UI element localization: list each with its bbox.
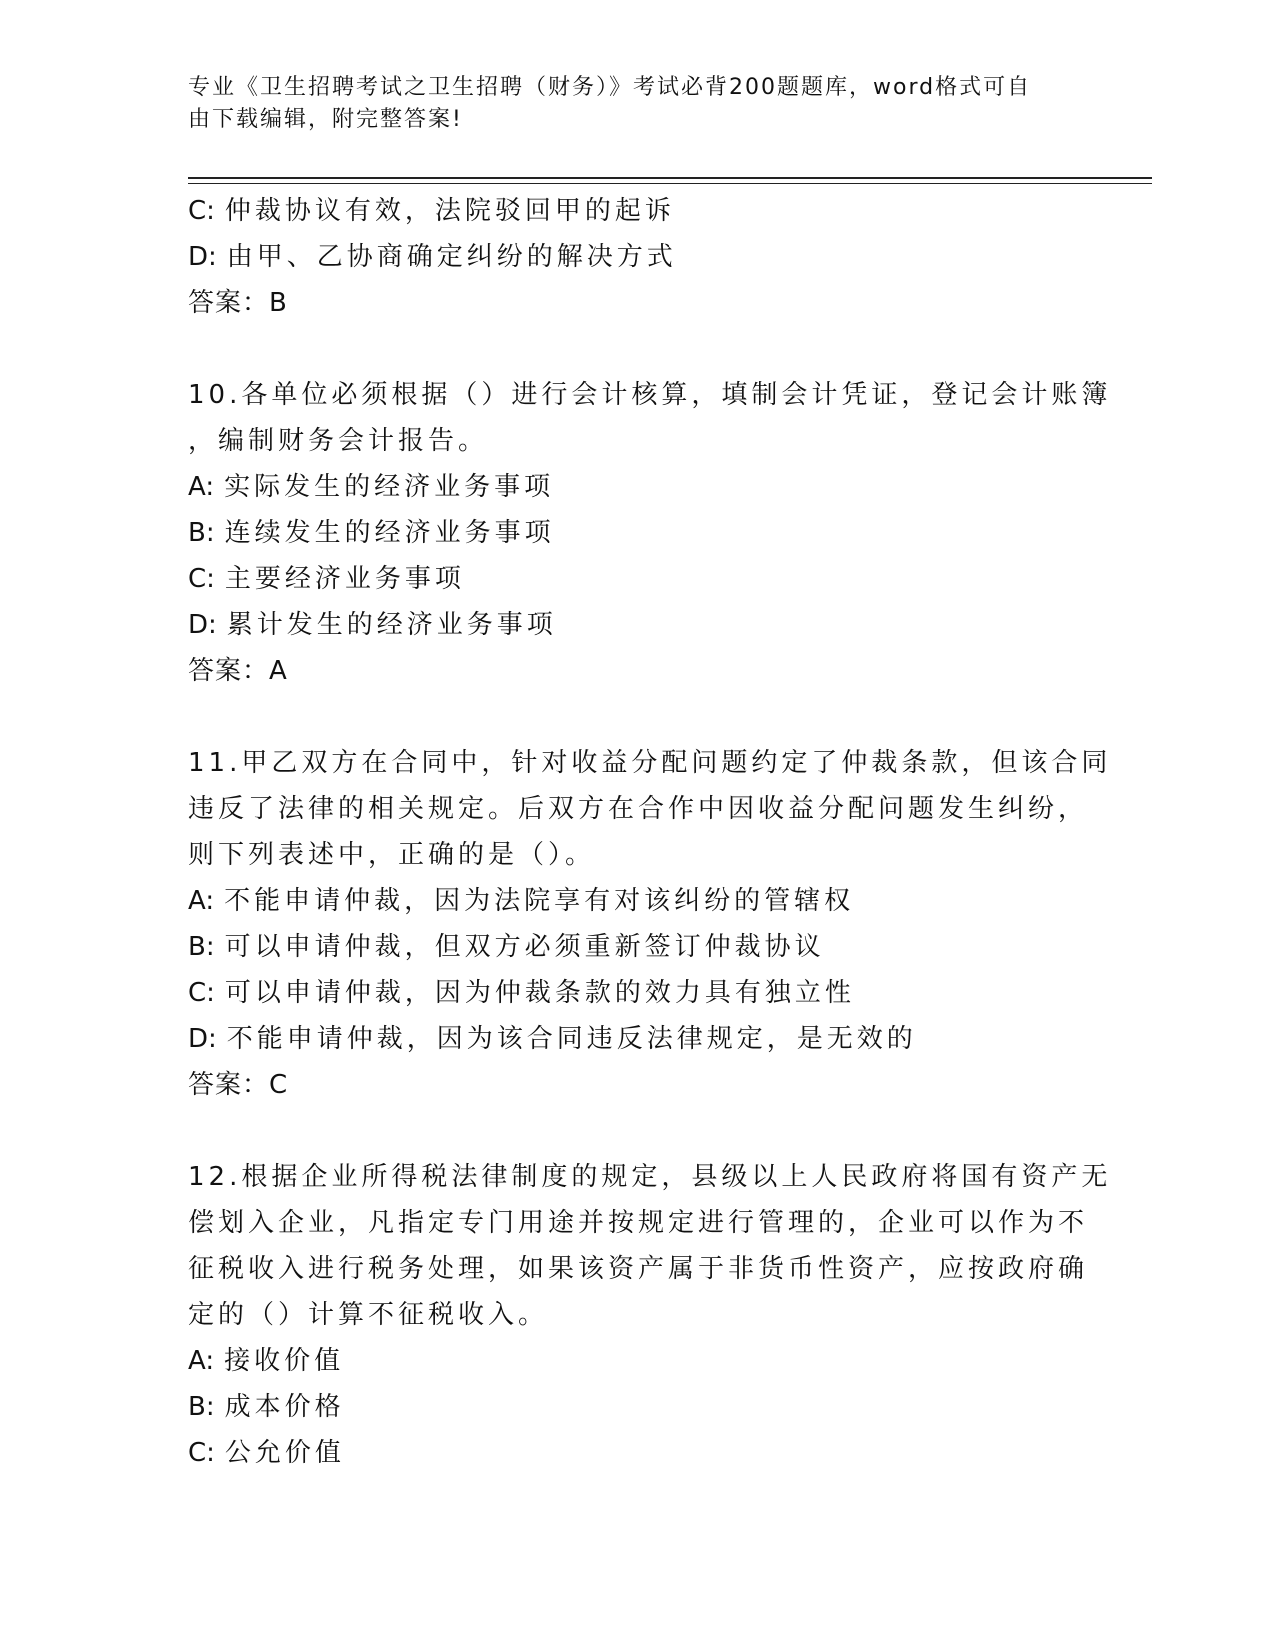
option-a	[188, 878, 1088, 924]
question-9-tail	[188, 188, 1088, 326]
option-letter: C:	[188, 1438, 215, 1468]
option-letter: C:	[188, 978, 215, 1008]
spacer	[188, 694, 1088, 740]
document-body	[188, 188, 1112, 1476]
option-d	[188, 1016, 1088, 1062]
header-line-2: 由下载编辑，附完整答案!	[188, 107, 463, 132]
question-12	[188, 1154, 1112, 1476]
question-stem-line: 偿划入企业，凡指定专门用途并按规定进行管理的，企业可以作为不	[188, 1208, 1089, 1238]
option-c	[188, 188, 1088, 234]
option-a	[188, 1338, 1088, 1384]
option-c	[188, 970, 1088, 1016]
option-letter: D:	[188, 242, 217, 272]
option-b	[188, 510, 1088, 556]
option-text: 累计发生的经济业务事项	[226, 610, 557, 640]
option-d	[188, 234, 1088, 280]
option-text: 连续发生的经济业务事项	[224, 518, 555, 548]
option-letter: A:	[188, 1346, 215, 1376]
option-letter: D:	[188, 1024, 217, 1054]
header-rule-thick	[188, 177, 1152, 179]
question-11	[188, 740, 1112, 1108]
option-d	[188, 602, 1088, 648]
question-stem-line: 定的（）计算不征税收入。	[188, 1300, 549, 1330]
option-letter: A:	[188, 472, 215, 502]
option-text: 公允价值	[224, 1438, 345, 1468]
question-stem-line: 征税收入进行税务处理，如果该资产属于非货币性资产，应按政府确	[188, 1254, 1089, 1284]
answer: 答案：A	[188, 656, 288, 686]
header-line-1: 专业《卫生招聘考试之卫生招聘（财务）》考试必背200题题库，word格式可自	[188, 75, 1032, 100]
answer: 答案：B	[188, 288, 288, 318]
spacer	[188, 1108, 1088, 1154]
option-text: 成本价格	[224, 1392, 345, 1422]
question-stem-line: 违反了法律的相关规定。后双方在合作中因收益分配问题发生纠纷，	[188, 794, 1089, 824]
question-10	[188, 372, 1112, 694]
question-stem-line: 10.各单位必须根据（）进行会计核算，填制会计凭证，登记会计账簿	[188, 380, 1112, 410]
option-text: 由甲、乙协商确定纠纷的解决方式	[226, 242, 677, 272]
option-text: 实际发生的经济业务事项	[224, 472, 555, 502]
option-c	[188, 556, 1088, 602]
option-text: 主要经济业务事项	[224, 564, 465, 594]
answer: 答案：C	[188, 1070, 289, 1100]
option-letter: B:	[188, 932, 215, 962]
option-text: 不能申请仲裁，因为法院享有对该纠纷的管辖权	[224, 886, 855, 916]
option-letter: C:	[188, 564, 215, 594]
option-a	[188, 464, 1088, 510]
spacer	[188, 326, 1088, 372]
option-c	[188, 1430, 1088, 1476]
option-letter: B:	[188, 1392, 215, 1422]
header-rule-thin	[188, 183, 1152, 184]
option-letter: C:	[188, 196, 215, 226]
question-stem-line: 12.根据企业所得税法律制度的规定，县级以上人民政府将国有资产无	[188, 1162, 1112, 1192]
option-text: 可以申请仲裁，因为仲裁条款的效力具有独立性	[224, 978, 855, 1008]
option-letter: A:	[188, 886, 215, 916]
question-stem-line: 则下列表述中，正确的是（）。	[188, 840, 596, 870]
option-letter: D:	[188, 610, 217, 640]
option-b	[188, 1384, 1088, 1430]
option-text: 仲裁协议有效，法院驳回甲的起诉	[224, 196, 675, 226]
option-text: 不能申请仲裁，因为该合同违反法律规定，是无效的	[226, 1024, 917, 1054]
option-text: 接收价值	[224, 1346, 345, 1376]
option-letter: B:	[188, 518, 215, 548]
option-text: 可以申请仲裁，但双方必须重新签订仲裁协议	[224, 932, 825, 962]
document-header	[188, 72, 1068, 136]
question-stem-line: ，编制财务会计报告。	[188, 426, 489, 456]
question-stem-line: 11.甲乙双方在合同中，针对收益分配问题约定了仲裁条款，但该合同	[188, 748, 1112, 778]
option-b	[188, 924, 1088, 970]
